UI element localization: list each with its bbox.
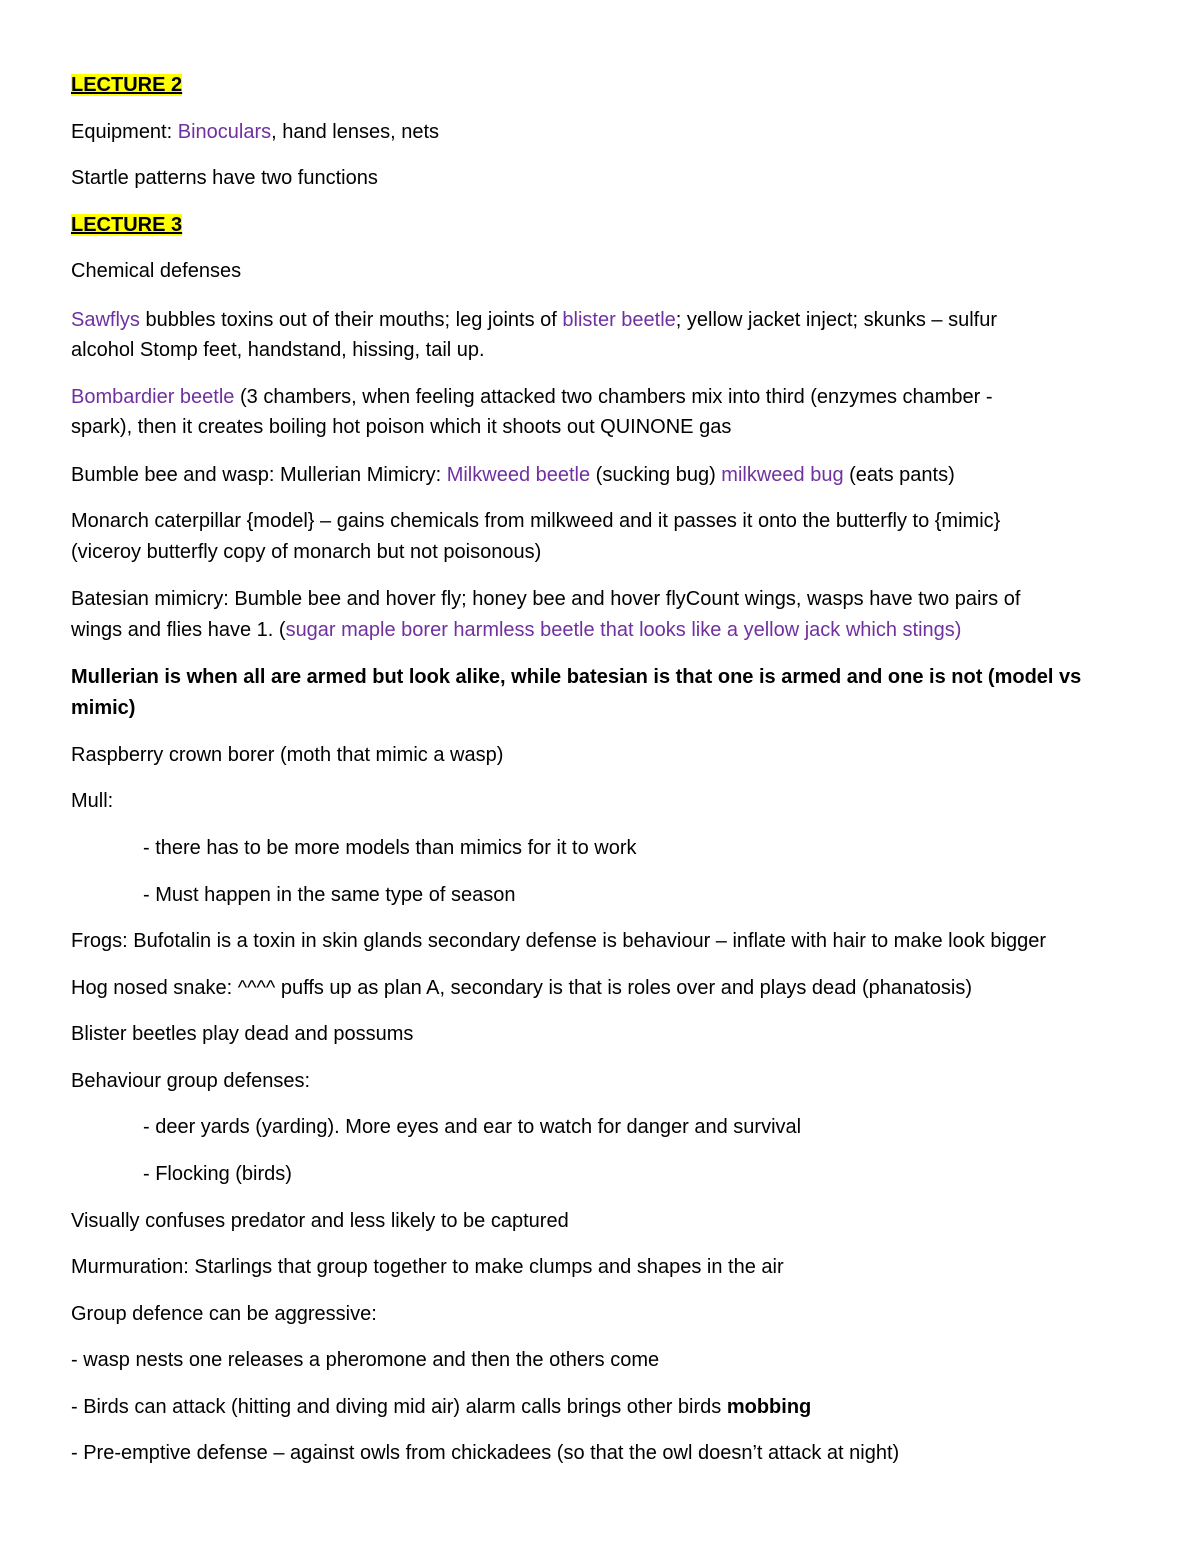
lecture-2-heading-text: LECTURE 2 <box>71 74 183 96</box>
batesian-line-2-text: wings and flies have 1. ( <box>71 619 286 641</box>
milkweed-beetle-term: Milkweed beetle <box>446 464 591 486</box>
binoculars-term: Binoculars <box>177 121 272 143</box>
lecture-2-heading <box>71 70 1151 101</box>
group-aggressive-item-1: - wasp nests one releases a pheromone and then the others come <box>71 1349 660 1371</box>
bumble-text-2: (sucking bug) <box>590 464 722 486</box>
monarch-line-1: Monarch caterpillar {model} – gains chemicals from milkweed and it passes it onto the butterfly to {mimic} <box>71 510 1001 532</box>
visually-confuses-line: Visually confuses predator and less likely to be captured <box>71 1210 569 1232</box>
bombardier-beetle-term: Bombardier beetle <box>71 386 235 408</box>
hog-nosed-snake-line: Hog nosed snake: ^^^^ puffs up as plan A, secondary is that is roles over and plays dead (phanatosis) <box>71 977 973 999</box>
startle-line: Startle patterns have two functions <box>71 167 378 189</box>
raspberry-line: Raspberry crown borer (moth that mimic a wasp) <box>71 744 504 766</box>
equipment-prefix: Equipment: <box>71 121 178 143</box>
milkweed-bug-term: milkweed bug <box>721 464 844 486</box>
chemical-defenses-line: Chemical defenses <box>71 260 242 282</box>
behaviour-group-label: Behaviour group defenses: <box>71 1070 311 1092</box>
equipment-line <box>71 117 1151 148</box>
bumble-text-1: Bumble bee and wasp: Mullerian Mimicry: <box>71 464 447 486</box>
sawfly-line-1 <box>71 305 1151 336</box>
mull-label: Mull: <box>71 790 114 812</box>
bumble-mullerian-line <box>71 460 1151 491</box>
batesian-line-1: Batesian mimicry: Bumble bee and hover fly; honey bee and hover flyCount wings, wasps have two pairs of <box>71 588 1021 610</box>
bombardier-text: (3 chambers, when feeling attacked two chambers mix into third (enzymes chamber - <box>234 386 993 408</box>
monarch-line-2: (viceroy butterfly copy of monarch but not poisonous) <box>71 541 542 563</box>
blister-play-dead-line: Blister beetles play dead and possums <box>71 1023 414 1045</box>
bumble-text-3: (eats pants) <box>843 464 955 486</box>
mull-item-2: - Must happen in the same type of season <box>143 884 516 906</box>
equipment-rest: , hand lenses, nets <box>271 121 440 143</box>
sawfly-text-2: ; yellow jacket inject; skunks – sulfur <box>675 309 998 331</box>
mobbing-term: mobbing <box>726 1396 812 1418</box>
sawflys-term: Sawflys <box>71 309 140 331</box>
murmuration-line: Murmuration: Starlings that group together to make clumps and shapes in the air <box>71 1256 784 1278</box>
behaviour-group-item-1: - deer yards (yarding). More eyes and ear to watch for danger and survival <box>143 1116 802 1138</box>
group-aggressive-label: Group defence can be aggressive: <box>71 1303 377 1325</box>
group-aggressive-item-2-text: - Birds can attack (hitting and diving mid air) alarm calls brings other birds <box>71 1396 727 1418</box>
mullerian-summary-line-2: mimic) <box>71 697 136 719</box>
batesian-line-2 <box>71 615 1151 646</box>
blister-beetle-term: blister beetle <box>562 309 676 331</box>
bombardier-line-1 <box>71 382 1151 413</box>
mull-item-1: - there has to be more models than mimics for it to work <box>143 837 637 859</box>
bombardier-line-2: spark), then it creates boiling hot poison which it shoots out QUINONE gas <box>71 416 732 438</box>
sawfly-line-2: alcohol Stomp feet, handstand, hissing, tail up. <box>71 339 485 361</box>
lecture-3-heading-text: LECTURE 3 <box>71 214 183 236</box>
mullerian-summary-line-1: Mullerian is when all are armed but look alike, while batesian is that one is armed and one is not (model vs <box>71 666 1082 688</box>
group-aggressive-item-2 <box>71 1392 1151 1423</box>
sugar-maple-borer-text: sugar maple borer harmless beetle that looks like a yellow jack which stings) <box>285 619 962 641</box>
behaviour-group-item-2: - Flocking (birds) <box>143 1163 292 1185</box>
sawfly-text-1: bubbles toxins out of their mouths; leg joints of <box>139 309 563 331</box>
lecture-3-heading <box>71 210 1151 241</box>
frogs-line: Frogs: Bufotalin is a toxin in skin glands secondary defense is behaviour – inflate with hair to make look bigger <box>71 930 1046 952</box>
group-aggressive-item-3: - Pre-emptive defense – against owls from chickadees (so that the owl doesn’t attack at night) <box>71 1442 900 1464</box>
